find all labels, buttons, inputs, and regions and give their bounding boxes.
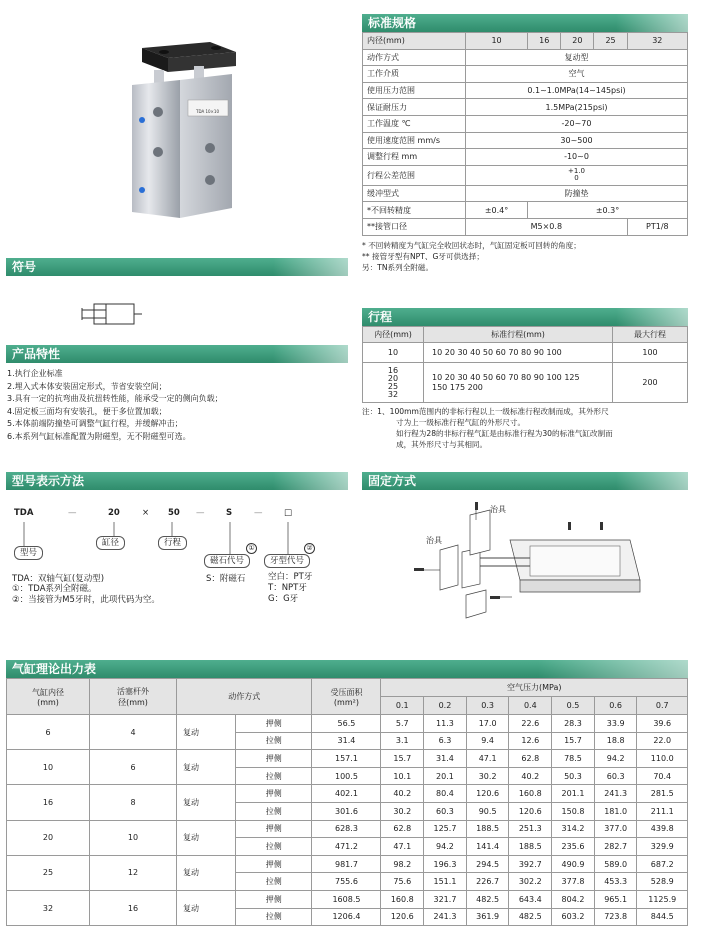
feature-item: 6.本系列气缸标准配置为附磁型，无不附磁型可选。 — [7, 431, 191, 441]
spec-value: 1.5MPa(215psi) — [466, 99, 688, 116]
model-label-thread: 牙型代号 — [264, 554, 310, 568]
model-code-type: TDA — [14, 508, 34, 518]
force-value: 22.0 — [637, 732, 688, 750]
model-code — [0, 500, 350, 615]
force-action: 复动 — [177, 820, 236, 855]
force-pressure: 0.3 — [466, 697, 509, 715]
model-desc-thread — [268, 572, 312, 605]
force-value: 120.6 — [381, 908, 424, 926]
force-side: 拉侧 — [236, 873, 312, 891]
force-value: 235.6 — [552, 838, 595, 856]
force-row — [7, 855, 688, 873]
force-action: 复动 — [177, 785, 236, 820]
stroke-note: 寸为上一级标准行程气缸的外形尺寸。 — [396, 418, 526, 427]
force-side: 押侧 — [236, 855, 312, 873]
features-list — [7, 368, 347, 444]
force-value: 18.8 — [594, 732, 637, 750]
spec-value: 防撞垫 — [466, 185, 688, 202]
force-value: 30.2 — [466, 767, 509, 785]
force-value: 62.8 — [381, 820, 424, 838]
stroke-max: 100 — [613, 343, 688, 363]
feature-item: 1.执行企业标准 — [7, 369, 63, 378]
model-code-stroke: 50 — [168, 508, 180, 518]
model-label-bore: 缸径 — [96, 536, 125, 550]
force-value: 482.5 — [466, 890, 509, 908]
spec-bore: 10 — [466, 33, 528, 50]
force-value: 94.2 — [424, 838, 467, 856]
mount-title: 固定方式 — [368, 474, 417, 488]
force-value: 50.3 — [552, 767, 595, 785]
spec-label: 动作方式 — [363, 49, 466, 66]
force-bore: 25 — [7, 855, 90, 890]
spec-label: **接管口径 — [363, 218, 466, 235]
force-action: 复动 — [177, 750, 236, 785]
spec-row — [363, 49, 688, 66]
model-label-stroke: 行程 — [158, 536, 187, 550]
force-bore: 10 — [7, 750, 90, 785]
spec-value: -10~0 — [466, 149, 688, 166]
force-value: 47.1 — [381, 838, 424, 856]
force-value: 80.4 — [424, 785, 467, 803]
force-bore: 20 — [7, 820, 90, 855]
stroke-notes — [362, 406, 692, 450]
force-value: 20.1 — [424, 767, 467, 785]
force-value: 211.1 — [637, 802, 688, 820]
spec-row — [363, 132, 688, 149]
model-header — [6, 472, 348, 490]
spec-note: * 不回转精度为气缸完全收回状态时，气缸固定板可回转的角度； — [362, 241, 581, 250]
force-value: 75.6 — [381, 873, 424, 891]
force-side: 拉侧 — [236, 767, 312, 785]
tolerance-bottom: 0 — [574, 174, 579, 183]
force-side: 押侧 — [236, 890, 312, 908]
product-label: TDA 10×10 — [196, 109, 219, 114]
force-side: 拉侧 — [236, 732, 312, 750]
cylinder-symbol — [80, 300, 144, 332]
spec-note: ** 接管牙型有NPT、G牙可供选择； — [362, 252, 484, 261]
force-area: 755.6 — [312, 873, 381, 891]
tolerance-top: +1.0 — [568, 167, 585, 176]
stroke-values: 10 20 30 40 50 60 70 80 90 100 125 — [432, 372, 580, 382]
force-value: 361.9 — [466, 908, 509, 926]
spec-label: 调整行程 mm — [363, 149, 466, 166]
force-value: 241.3 — [594, 785, 637, 803]
feature-item: 3.具有一定的抗弯曲及抗扭转性能，能承受一定的侧向负载； — [7, 394, 223, 404]
stroke-values: 150 175 200 — [432, 382, 483, 392]
force-value: 90.5 — [466, 802, 509, 820]
force-value: 453.3 — [594, 873, 637, 891]
stroke-bore: 16 — [387, 365, 399, 375]
force-action: 复动 — [177, 890, 236, 925]
force-value: 39.6 — [637, 715, 688, 733]
force-value: 120.6 — [509, 802, 552, 820]
force-value: 643.4 — [509, 890, 552, 908]
model-separator: — — [196, 508, 205, 518]
force-bore: 16 — [7, 785, 90, 820]
model-label-type: 型号 — [14, 546, 43, 560]
spec-header-row — [363, 33, 688, 50]
force-col-area: 受压面积 (mm²) — [312, 679, 381, 715]
force-row — [7, 890, 688, 908]
force-value: 5.7 — [381, 715, 424, 733]
model-code-thread: □ — [284, 508, 293, 518]
spec-value: ±0.3° — [528, 202, 688, 219]
force-value: 804.2 — [552, 890, 595, 908]
force-value: 17.0 — [466, 715, 509, 733]
force-value: 392.7 — [509, 855, 552, 873]
model-separator: — — [68, 508, 77, 518]
force-row — [7, 785, 688, 803]
force-value: 603.2 — [552, 908, 595, 926]
force-value: 314.2 — [552, 820, 595, 838]
spec-notes — [362, 240, 692, 273]
force-value: 188.5 — [509, 838, 552, 856]
thread-option: 空白：PT牙 — [268, 572, 313, 582]
spec-bore: 25 — [594, 33, 627, 50]
spec-bore: 16 — [528, 33, 561, 50]
force-action: 复动 — [177, 855, 236, 890]
stroke-note: 成，其外形尺寸与其相同。 — [396, 440, 488, 449]
force-value: 281.5 — [637, 785, 688, 803]
feature-item: 4.固定板三面均有安装孔，便于多位置加载； — [7, 406, 167, 416]
spec-label: 工作温度 ℃ — [363, 115, 466, 132]
force-row — [7, 750, 688, 768]
spec-bore: 32 — [627, 33, 687, 50]
stroke-bore: 25 — [387, 381, 399, 391]
jig-label: 治具 — [490, 505, 506, 514]
force-area: 981.7 — [312, 855, 381, 873]
stroke-row — [363, 343, 688, 363]
force-pressure: 0.7 — [637, 697, 688, 715]
symbol-title: 符号 — [12, 260, 37, 274]
stroke-bore: 10 — [363, 343, 424, 363]
force-pressure: 0.6 — [594, 697, 637, 715]
force-value: 60.3 — [594, 767, 637, 785]
spec-bore-label: 内径(mm) — [363, 33, 466, 50]
spec-value: 空气 — [466, 66, 688, 83]
model-notes — [12, 584, 160, 606]
force-pressure: 0.2 — [424, 697, 467, 715]
force-value: 302.2 — [509, 873, 552, 891]
force-col-pressure: 空气压力(MPa) — [381, 679, 688, 697]
force-area: 471.2 — [312, 838, 381, 856]
thread-option: G：G牙 — [268, 594, 299, 604]
force-header — [6, 660, 688, 678]
force-area: 31.4 — [312, 732, 381, 750]
spec-value: ±0.4° — [466, 202, 528, 219]
force-value: 12.6 — [509, 732, 552, 750]
force-value: 15.7 — [381, 750, 424, 768]
force-value: 40.2 — [509, 767, 552, 785]
force-value: 377.8 — [552, 873, 595, 891]
force-value: 60.3 — [424, 802, 467, 820]
force-side: 拉侧 — [236, 908, 312, 926]
force-value: 120.6 — [466, 785, 509, 803]
force-area: 628.3 — [312, 820, 381, 838]
model-separator: — — [254, 508, 263, 518]
spec-label: 保证耐压力 — [363, 99, 466, 116]
model-code-magnet: S — [226, 508, 233, 518]
force-value: 251.3 — [509, 820, 552, 838]
symbol-header — [6, 258, 348, 276]
stroke-note: 如行程为28的非标行程气缸是由标准行程为30的标准气缸改制而 — [396, 429, 613, 438]
force-value: 181.0 — [594, 802, 637, 820]
model-separator: × — [142, 508, 150, 518]
force-value: 98.2 — [381, 855, 424, 873]
stroke-note: 注：1、100mm范围内的非标行程以上一级标准行程改制而成，其外形尺 — [362, 407, 609, 416]
force-rod: 10 — [90, 820, 177, 855]
features-title: 产品特性 — [12, 347, 61, 361]
force-area: 301.6 — [312, 802, 381, 820]
spec-label: 使用速度范围 mm/s — [363, 132, 466, 149]
stroke-max: 200 — [613, 363, 688, 403]
force-col-rod: 活塞杆外 径(mm) — [90, 679, 177, 715]
model-circle-1: ① — [246, 543, 257, 554]
features-header — [6, 345, 348, 363]
force-value: 22.6 — [509, 715, 552, 733]
force-value: 150.8 — [552, 802, 595, 820]
spec-title: 标准规格 — [368, 16, 417, 30]
force-value: 151.1 — [424, 873, 467, 891]
force-value: 241.3 — [424, 908, 467, 926]
spec-label: 缓冲型式 — [363, 185, 466, 202]
force-value: 377.0 — [594, 820, 637, 838]
model-circle-2: ② — [304, 543, 315, 554]
force-value: 141.4 — [466, 838, 509, 856]
force-value: 47.1 — [466, 750, 509, 768]
force-value: 329.9 — [637, 838, 688, 856]
spec-value: 复动型 — [466, 49, 688, 66]
force-rod: 4 — [90, 715, 177, 750]
feature-item: 2.埋入式本体安装固定形式，节省安装空间； — [7, 381, 167, 391]
force-value: 40.2 — [381, 785, 424, 803]
force-value: 9.4 — [466, 732, 509, 750]
stroke-title: 行程 — [368, 310, 393, 324]
mount-header — [362, 472, 688, 490]
spec-value: 0.1~1.0MPa(14~145psi) — [466, 82, 688, 99]
spec-row — [363, 99, 688, 116]
force-value: 188.5 — [466, 820, 509, 838]
force-value: 482.5 — [509, 908, 552, 926]
mount-diagram — [400, 500, 650, 630]
force-value: 965.1 — [594, 890, 637, 908]
stroke-bore: 20 — [387, 373, 399, 383]
force-value: 15.7 — [552, 732, 595, 750]
force-action: 复动 — [177, 715, 236, 750]
force-value: 28.3 — [552, 715, 595, 733]
jig-label: 治具 — [426, 536, 442, 545]
force-area: 402.1 — [312, 785, 381, 803]
force-row — [7, 715, 688, 733]
force-value: 294.5 — [466, 855, 509, 873]
force-rod: 16 — [90, 890, 177, 925]
spec-header — [362, 14, 688, 32]
spec-row — [363, 149, 688, 166]
spec-row — [363, 185, 688, 202]
spec-note: 另：TN系列全附磁。 — [362, 263, 434, 272]
force-rod: 12 — [90, 855, 177, 890]
force-value: 321.7 — [424, 890, 467, 908]
force-value: 282.7 — [594, 838, 637, 856]
spec-row — [363, 82, 688, 99]
stroke-bore: 32 — [387, 389, 399, 399]
force-value: 723.8 — [594, 908, 637, 926]
spec-label: *不回转精度 — [363, 202, 466, 219]
spec-table — [362, 32, 688, 236]
force-area: 1206.4 — [312, 908, 381, 926]
force-value: 78.5 — [552, 750, 595, 768]
force-value: 1125.9 — [637, 890, 688, 908]
force-value: 439.8 — [637, 820, 688, 838]
force-side: 拉侧 — [236, 838, 312, 856]
spec-value: PT1/8 — [627, 218, 687, 235]
force-table — [6, 678, 688, 926]
thread-option: T：NPT牙 — [268, 583, 307, 593]
force-value: 110.0 — [637, 750, 688, 768]
spec-value: M5×0.8 — [466, 218, 628, 235]
force-bore: 32 — [7, 890, 90, 925]
stroke-col-header: 最大行程 — [613, 327, 688, 343]
stroke-col-header: 标准行程(mm) — [424, 327, 613, 343]
spec-label: 行程公差范围 — [363, 165, 466, 185]
force-pressure: 0.1 — [381, 697, 424, 715]
force-value: 201.1 — [552, 785, 595, 803]
model-note: ①：TDA系列全附磁。 — [12, 584, 97, 594]
force-side: 押侧 — [236, 785, 312, 803]
force-header-row — [7, 679, 688, 697]
force-value: 10.1 — [381, 767, 424, 785]
force-value: 31.4 — [424, 750, 467, 768]
force-value: 62.8 — [509, 750, 552, 768]
spec-value: -20~70 — [466, 115, 688, 132]
force-value: 589.0 — [594, 855, 637, 873]
force-value: 160.8 — [381, 890, 424, 908]
stroke-table — [362, 326, 688, 403]
force-value: 33.9 — [594, 715, 637, 733]
force-value: 125.7 — [424, 820, 467, 838]
force-value: 3.1 — [381, 732, 424, 750]
product-image — [118, 40, 248, 225]
force-row — [7, 820, 688, 838]
force-value: 528.9 — [637, 873, 688, 891]
force-rod: 8 — [90, 785, 177, 820]
stroke-header-row — [363, 327, 688, 343]
feature-item: 5.本体前端防撞垫可调整气缸行程，并缓解冲击； — [7, 419, 183, 429]
spec-label: 工作介质 — [363, 66, 466, 83]
spec-bore: 20 — [561, 33, 594, 50]
spec-row — [363, 66, 688, 83]
force-rod: 6 — [90, 750, 177, 785]
model-desc-type: TDA：双轴气缸(复动型) — [12, 574, 105, 584]
force-pressure: 0.4 — [509, 697, 552, 715]
stroke-values: 10 20 30 40 50 60 70 80 90 100 — [424, 343, 613, 363]
force-value: 196.3 — [424, 855, 467, 873]
stroke-header — [362, 308, 688, 326]
force-value: 11.3 — [424, 715, 467, 733]
force-col-action: 动作方式 — [177, 679, 312, 715]
spec-label: 使用压力范围 — [363, 82, 466, 99]
spec-value: 30~500 — [466, 132, 688, 149]
force-value: 6.3 — [424, 732, 467, 750]
force-area: 157.1 — [312, 750, 381, 768]
force-bore: 6 — [7, 715, 90, 750]
model-title: 型号表示方法 — [12, 474, 85, 488]
force-title: 气缸理论出力表 — [12, 662, 97, 676]
force-value: 160.8 — [509, 785, 552, 803]
spec-row — [363, 202, 688, 219]
force-area: 1608.5 — [312, 890, 381, 908]
force-side: 拉侧 — [236, 802, 312, 820]
force-value: 94.2 — [594, 750, 637, 768]
force-value: 70.4 — [637, 767, 688, 785]
spec-row — [363, 165, 688, 185]
model-desc-magnet: S：附磁石 — [206, 574, 246, 584]
spec-row — [363, 115, 688, 132]
force-value: 490.9 — [552, 855, 595, 873]
stroke-row — [363, 363, 688, 403]
force-side: 押侧 — [236, 820, 312, 838]
force-side: 押侧 — [236, 715, 312, 733]
model-code-bore: 20 — [108, 508, 120, 518]
force-value: 226.7 — [466, 873, 509, 891]
force-value: 844.5 — [637, 908, 688, 926]
force-value: 687.2 — [637, 855, 688, 873]
force-side: 押侧 — [236, 750, 312, 768]
force-pressure: 0.5 — [552, 697, 595, 715]
model-label-magnet: 磁石代号 — [204, 554, 250, 568]
spec-row — [363, 218, 688, 235]
force-area: 56.5 — [312, 715, 381, 733]
force-value: 30.2 — [381, 802, 424, 820]
force-col-bore: 气缸内径 (mm) — [7, 679, 90, 715]
model-note: ②：当接管为M5牙时，此项代码为空。 — [12, 595, 160, 605]
force-area: 100.5 — [312, 767, 381, 785]
stroke-col-header: 内径(mm) — [363, 327, 424, 343]
